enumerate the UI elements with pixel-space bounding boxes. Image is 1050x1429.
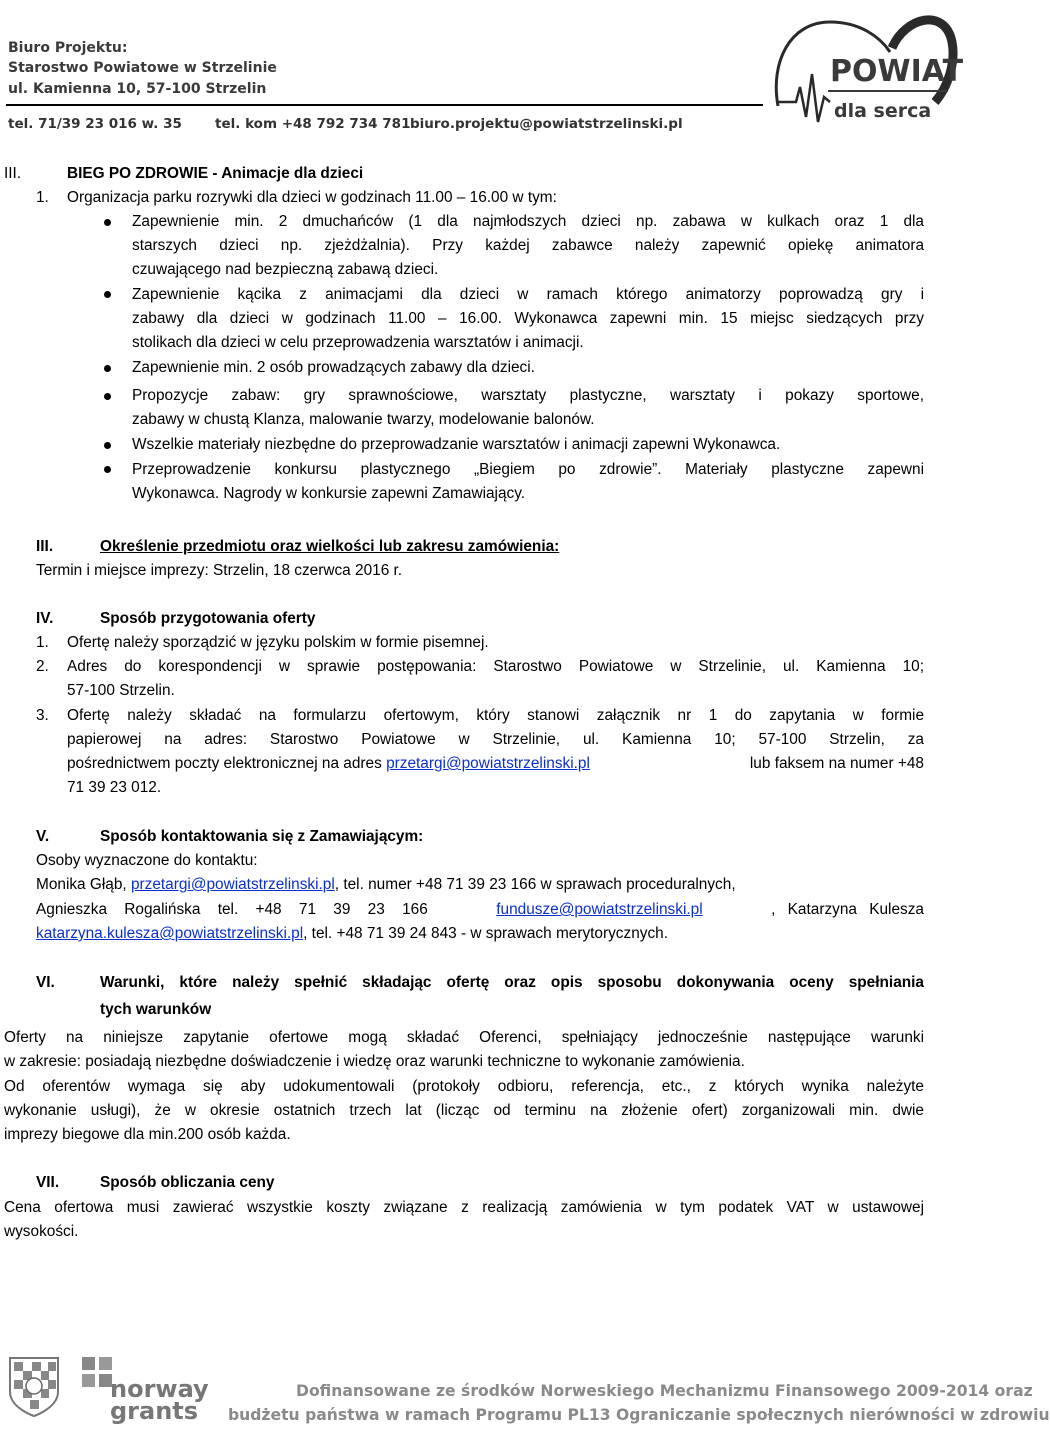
bullet-5-line-1: Wszelkie materiały niezbędne do przeprowadzanie warsztatów i animacji zapewni Wykonawca. (132, 436, 781, 453)
norway-grants-line1: norway (110, 1375, 209, 1403)
section-iii-title: Określenie przedmiotu oraz wielkości lub zakresu zamówienia: (100, 538, 560, 555)
iv-item-3-line-4: 71 39 23 012. (67, 779, 162, 796)
section-iii-text: Termin i miejsce imprezy: Strzelin, 18 czerwca 2016 r. (36, 562, 403, 579)
contact-1-name: Monika Głąb, (36, 876, 131, 893)
bullet-6-line-2: Wykonawca. Nagrody w konkursie zapewni Zamawiający. (132, 485, 526, 502)
vii-line-2: wysokości. (4, 1223, 79, 1240)
logo-subtitle: dla serca (834, 100, 932, 122)
section-vii-number: VII. (36, 1174, 60, 1191)
header-office-line2: Starostwo Powiatowe w Strzelinie (8, 60, 277, 76)
section-bieg-number: III. (4, 165, 22, 182)
iv-item-3-num: 3. (36, 707, 49, 724)
bullet-3-line-1: Zapewnienie min. 2 osób prowadzących zabawy dla dzieci. (132, 359, 535, 376)
section-iv-title: Sposób przygotowania oferty (100, 610, 316, 627)
logo-title: POWIAT (830, 54, 964, 89)
iv-item-3-line-1: Ofertę należy składać na formularzu ofertowym, który stanowi załącznik nr 1 do zapytania w formie (67, 707, 924, 724)
iv-item-3-line-3 (67, 752, 924, 776)
iv-item-2-line-2: 57-100 Strzelin. (67, 682, 175, 699)
contact-3-email-link[interactable]: katarzyna.kulesza@powiatstrzelinski.pl (36, 925, 304, 942)
bullet-1-line-2: starszych dzieci np. zjeżdżalnia). Przy każdej zabawce należy zapewnić opiekę animatora (132, 237, 924, 254)
contact-1-email-link[interactable]: przetargi@powiatstrzelinski.pl (130, 876, 335, 893)
iv-item-2-line-1: Adres do korespondencji w sprawie postępowania: Starostwo Powiatowe w Strzelinie, ul. Kamienna 10; (67, 658, 924, 675)
vi-p2-line-1: Od oferentów wymaga się aby udokumentowali (protokoły odbioru, referencja, etc., z których wynika należyte (4, 1078, 924, 1095)
norway-grants-mark-icon (82, 1357, 112, 1387)
section-v-intro: Osoby wyznaczone do kontaktu: (36, 852, 258, 869)
bullet-dot (104, 219, 111, 226)
iv-item-1-num: 1. (36, 634, 49, 651)
contact-2-email-link[interactable]: fundusze@powiatstrzelinski.pl (496, 901, 703, 918)
contact-line-2 (36, 898, 924, 922)
vi-p1-line-1: Oferty na niniejsze zapytanie ofertowe mogą składać Oferenci, spełniający jednocześnie następujące warunki (4, 1029, 924, 1046)
header-phone: tel. 71/39 23 016 w. 35 (8, 116, 182, 132)
vii-line-1: Cena ofertowa musi zawierać wszystkie koszty związane z realizacją zamówienia w tym podatek VAT w ustawowej (4, 1199, 924, 1216)
section-vi-title-line-1: Warunki, które należy spełnić składając ofertę oraz opis sposobu dokonywania oceny spełniania (100, 974, 924, 991)
bullet-1-line-1: Zapewnienie min. 2 dmuchańców (1 dla najmłodszych dzieci np. zabawa w kulkach oraz 1 dla (132, 213, 924, 230)
section-iv-number: IV. (36, 610, 54, 627)
footer-text-line-1: Dofinansowane ze środków Norweskiego Mechanizmu Finansowego 2009-2014 oraz (296, 1382, 1033, 1400)
contact-line-1 (36, 873, 736, 897)
iv-item-1-text: Ofertę należy sporządzić w języku polskim w formie pisemnej. (67, 634, 489, 651)
section-vi-title-line-2: tych warunków (100, 1001, 212, 1018)
header-mobile: tel. kom +48 792 734 781 (215, 116, 411, 132)
contact-2-rest: , Katarzyna Kulesza (771, 901, 924, 918)
section-bieg-item-text: Organizacja parku rozrywki dla dzieci w godzinach 11.00 – 16.00 w tym: (67, 189, 557, 206)
vi-p1-line-2: w zakresie: posiadają niezbędne doświadczenie i wiedzę oraz warunki techniczne to wykonanie zamówienia. (4, 1053, 745, 1070)
logo-divider (828, 90, 948, 92)
section-vii-title: Sposób obliczania ceny (100, 1174, 275, 1191)
header-rule (6, 104, 763, 106)
bullet-2-line-3: stolikach dla dzieci w celu przeprowadzenia warsztatów i animacji. (132, 334, 584, 351)
bullet-1-line-3: czuwającego nad bezpieczną zabawą dzieci. (132, 261, 439, 278)
vi-p2-line-3: imprezy biegowe dla min.200 osób każda. (4, 1126, 291, 1143)
section-iii-number: III. (36, 538, 54, 555)
bullet-dot (104, 365, 111, 372)
iv-email-link[interactable]: przetargi@powiatstrzelinski.pl (386, 755, 590, 772)
contact-line-3 (36, 922, 668, 946)
section-bieg-item-num: 1. (36, 189, 49, 206)
header-office-line1: Biuro Projektu: (8, 40, 128, 56)
norway-grants-line2: grants (110, 1397, 199, 1425)
section-v-title: Sposób kontaktowania się z Zamawiającym: (100, 828, 424, 845)
section-bieg-title: BIEG PO ZDROWIE - Animacje dla dzieci (67, 165, 364, 182)
contact-1-rest: , tel. numer +48 71 39 23 166 w sprawach proceduralnych, (334, 876, 736, 893)
header-office-line3: ul. Kamienna 10, 57-100 Strzelin (8, 81, 267, 97)
contact-3-rest: , tel. +48 71 39 24 843 - w sprawach merytorycznych. (303, 925, 668, 942)
section-v-number: V. (36, 828, 50, 845)
iv-item-3-line-3-suffix: lub faksem na numer +48 (749, 755, 924, 772)
coat-of-arms-icon (8, 1356, 60, 1418)
bullet-2-line-1: Zapewnienie kącika z animacjami dla dzieci w ramach którego animatorzy poprowadzą gry i (132, 286, 924, 303)
header-email: biuro.projektu@powiatstrzelinski.pl (410, 116, 683, 132)
iv-item-2-num: 2. (36, 658, 49, 675)
bullet-dot (104, 442, 111, 449)
bullet-2-line-2: zabawy dla dzieci w godzinach 11.00 – 16.00. Wykonawca zapewni min. 15 miejsc siedzących przy (132, 310, 924, 327)
footer-text-line-2: budżetu państwa w ramach Programu PL13 Ograniczanie społecznych nierówności w zdrowiu (228, 1406, 1050, 1424)
iv-item-3-line-2: papierowej na adres: Starostwo Powiatowe w Strzelinie, ul. Kamienna 10; 57-100 Strzelin, za (67, 731, 924, 748)
contact-2-name: Agnieszka Rogalińska tel. +48 71 39 23 166 (36, 901, 428, 918)
bullet-dot (104, 466, 111, 473)
vi-p2-line-2: wykonanie usługi), że w okresie ostatnich trzech lat (licząc od terminu na złożenie ofert) zorganizowali min. dwie (4, 1102, 924, 1119)
iv-item-3-line-3-prefix: pośrednictwem poczty elektronicznej na adres (67, 755, 387, 772)
bullet-4-line-1: Propozycje zabaw: gry sprawnościowe, warsztaty plastyczne, warsztaty i pokazy sportowe, (132, 387, 924, 404)
bullet-dot (104, 393, 111, 400)
section-vi-number: VI. (36, 974, 55, 991)
powiat-logo (770, 2, 964, 142)
bullet-dot (104, 291, 111, 298)
bullet-4-line-2: zabawy w chustą Klanza, malowanie twarzy, modelowanie balonów. (132, 411, 595, 428)
bullet-6-line-1: Przeprowadzenie konkursu plastycznego „Biegiem po zdrowie”. Materiały plastyczne zapewni (132, 461, 924, 478)
